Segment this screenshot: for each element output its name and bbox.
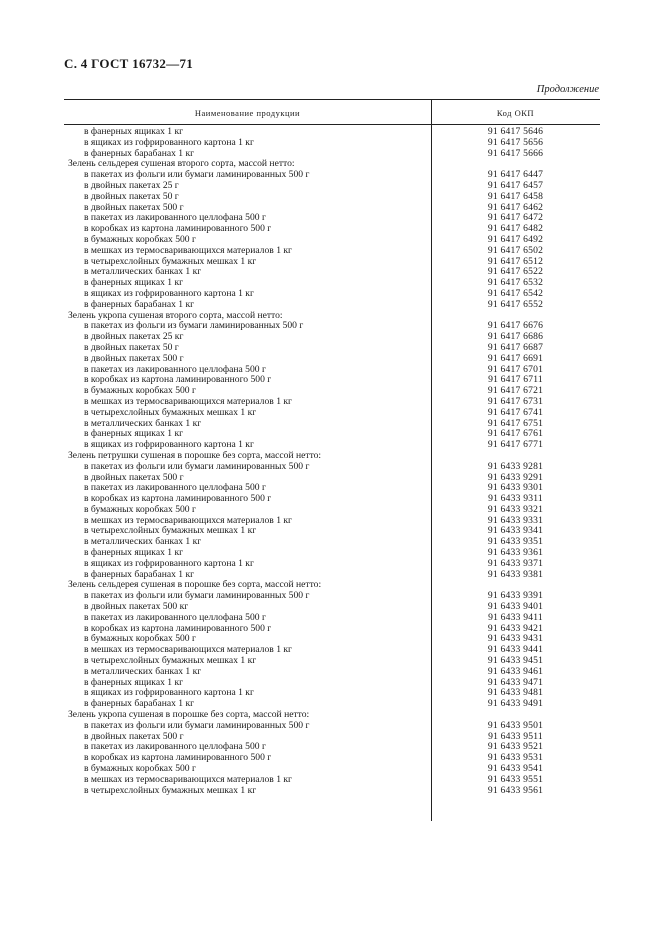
product-name-cell: в мешках из термосваривающихся материалов 1 кг: [84, 245, 292, 256]
okp-code-cell: 91 6433 9321: [487, 503, 544, 515]
product-name-cell: в фанерных барабанах 1 кг: [84, 699, 195, 710]
table-row: [64, 354, 600, 365]
okp-code-cell: 91 6417 6686: [487, 331, 544, 343]
okp-code-cell: 91 6417 6691: [487, 352, 544, 364]
product-name-cell: в четырехслойных бумажных мешках 1 кг: [84, 656, 257, 667]
product-name-cell: в четырехслойных бумажных мешках 1 кг: [84, 407, 257, 418]
table-row: [64, 246, 600, 257]
product-name-cell: в металлических банках 1 кг: [84, 418, 202, 429]
okp-code-cell: 91 6433 9521: [487, 741, 544, 753]
okp-code-cell: 91 6433 9511: [488, 730, 543, 742]
product-name-cell: в фанерных барабанах 1 кг: [84, 299, 195, 310]
okp-code-cell: 91 6433 9491: [487, 698, 544, 710]
table-row: [64, 721, 600, 732]
product-name-cell: в двойных пакетах 500 кг: [84, 602, 189, 613]
okp-code-cell: 91 6417 6512: [487, 255, 544, 267]
okp-code-cell: 91 6433 9431: [487, 633, 544, 645]
product-name-cell: в ящиках из гофрированного картона 1 кг: [84, 688, 254, 699]
okp-code-cell: 91 6417 6472: [487, 212, 544, 224]
product-name-cell: в фанерных ящиках 1 кг: [84, 278, 184, 289]
product-name-cell: в двойных пакетах 500 г: [84, 731, 184, 742]
product-name-cell: Зелень укропа сушеная в порошке без сорта, массой нетто:: [68, 710, 310, 721]
okp-code-cell: 91 6433 9561: [487, 784, 544, 796]
product-name-cell: в пакетах из фольги или бумаги ламинированных 500 г: [84, 461, 310, 472]
product-name-cell: в четырехслойных бумажных мешках 1 кг: [84, 526, 257, 537]
okp-code-cell: 91 6417 6751: [487, 417, 544, 429]
okp-code-cell: 91 6433 9541: [487, 763, 544, 775]
product-name-cell: в пакетах из лакированного целлофана 500 г: [84, 483, 266, 494]
product-name-cell: в ящиках из гофрированного картона 1 кг: [84, 440, 254, 451]
product-name-cell: в пакетах из лакированного целлофана 500 г: [84, 364, 266, 375]
product-name-cell: в ящиках из гофрированного картона 1 кг: [84, 558, 254, 569]
product-name-cell: в коробках из картона ламинированного 500 г: [84, 753, 272, 764]
product-name-cell: в фанерных барабанах 1 кг: [84, 148, 195, 159]
okp-code-cell: 91 6433 9291: [487, 471, 544, 483]
okp-code-cell: 91 6417 6462: [487, 201, 544, 213]
product-name-cell: в четырехслойных бумажных мешках 1 кг: [84, 785, 257, 796]
product-name-cell: в двойных пакетах 500 г: [84, 472, 184, 483]
product-name-cell: в бумажных коробках 500 г: [84, 234, 196, 245]
product-name-cell: в коробках из картона ламинированного 500 г: [84, 224, 272, 235]
okp-code-cell: 91 6433 9351: [487, 536, 544, 548]
column-header-name: Наименование продукции: [194, 108, 301, 118]
page-header: С. 4 ГОСТ 16732—71: [64, 56, 194, 71]
table-row: [64, 138, 600, 149]
product-name-cell: в четырехслойных бумажных мешках 1 кг: [84, 256, 257, 267]
table-row: [64, 408, 600, 419]
okp-code-cell: 91 6433 9551: [487, 773, 544, 785]
table-row: [64, 300, 600, 311]
product-name-cell: в фанерных барабанах 1 кг: [84, 569, 195, 580]
product-name-cell: в двойных пакетах 50 г: [84, 191, 179, 202]
product-name-cell: в мешках из термосваривающихся материалов 1 кг: [84, 396, 292, 407]
product-name-cell: в коробках из картона ламинированного 500 г: [84, 375, 272, 386]
product-name-cell: в пакетах из лакированного целлофана 500 г: [84, 213, 266, 224]
okp-code-cell: 91 6417 6761: [487, 428, 544, 440]
product-name-cell: в пакетах из фольги из бумаги ламинированных 500 г: [84, 321, 304, 332]
product-name-cell: в двойных пакетах 25 г: [84, 180, 179, 191]
okp-code-cell: 91 6433 9421: [487, 622, 544, 634]
okp-code-cell: 91 6433 9411: [488, 611, 543, 623]
okp-code-cell: 91 6433 9301: [487, 482, 544, 494]
table-row: [64, 775, 600, 786]
product-name-cell: в пакетах из фольги или бумаги ламинированных 500 г: [84, 591, 310, 602]
okp-code-cell: 91 6433 9531: [487, 752, 544, 764]
product-name-cell: Зелень сельдерея сушеная второго сорта, массой нетто:: [68, 159, 295, 170]
okp-code-cell: 91 6433 9311: [488, 493, 543, 505]
okp-code-cell: 91 6417 6522: [487, 266, 544, 278]
product-name-cell: в металлических банках 1 кг: [84, 666, 202, 677]
product-name-cell: в фанерных ящиках 1 кг: [84, 548, 184, 559]
column-header-code: Код ОКП: [496, 108, 535, 118]
okp-code-cell: 91 6433 9331: [487, 514, 544, 526]
okp-code-cell: 91 6417 6532: [487, 277, 544, 289]
okp-code-cell: 91 6417 6458: [487, 190, 544, 202]
table-row: [64, 192, 600, 203]
product-name-cell: в бумажных коробках 500 г: [84, 504, 196, 515]
table-row: [64, 699, 600, 710]
table-top-rule: [64, 99, 600, 100]
okp-code-cell: 91 6433 9341: [487, 525, 544, 537]
continuation-label: Продолжение: [536, 84, 599, 95]
okp-code-cell: 91 6417 6676: [487, 320, 544, 332]
product-name-cell: в бумажных коробках 500 г: [84, 386, 196, 397]
product-name-cell: в бумажных коробках 500 г: [84, 764, 196, 775]
okp-code-cell: 91 6433 9441: [487, 644, 544, 656]
table-row: [64, 462, 600, 473]
okp-code-cell: 91 6433 9461: [487, 665, 544, 677]
okp-code-cell: 91 6433 9451: [487, 655, 544, 667]
product-name-cell: Зелень сельдерея сушеная в порошке без сорта, массой нетто:: [68, 580, 322, 591]
okp-code-cell: 91 6417 5646: [487, 126, 544, 137]
okp-code-cell: 91 6433 9361: [487, 547, 544, 559]
product-name-cell: в мешках из термосваривающихся материалов 1 кг: [84, 515, 292, 526]
okp-code-cell: 91 6417 6457: [487, 179, 544, 191]
product-name-cell: Зелень укропа сушеная второго сорта, массой нетто:: [68, 310, 283, 321]
okp-code-cell: 91 6417 6771: [487, 439, 544, 451]
table-row: [64, 786, 600, 797]
product-name-cell: в пакетах из фольги или бумаги ламинированных 500 г: [84, 720, 310, 731]
product-name-cell: в пакетах из фольги или бумаги ламинированных 500 г: [84, 170, 310, 181]
okp-code-cell: 91 6417 6711: [488, 374, 543, 386]
okp-code-cell: 91 6417 6687: [487, 341, 544, 353]
product-name-cell: в металлических банках 1 кг: [84, 267, 202, 278]
table-row: [64, 149, 600, 160]
product-name-cell: в мешках из термосваривающихся материалов 1 кг: [84, 774, 292, 785]
okp-code-cell: 91 6433 9371: [487, 557, 544, 569]
okp-code-cell: 91 6433 9391: [487, 590, 544, 602]
product-name-cell: в двойных пакетах 50 г: [84, 342, 179, 353]
product-name-cell: в пакетах из лакированного целлофана 500 г: [84, 742, 266, 753]
okp-code-cell: 91 6417 6721: [487, 385, 544, 397]
product-name-cell: в ящиках из гофрированного картона 1 кг: [84, 137, 254, 148]
header-rule: [64, 124, 600, 125]
okp-code-cell: 91 6417 5666: [487, 147, 544, 159]
okp-code-cell: 91 6433 9481: [487, 687, 544, 699]
product-name-cell: в коробках из картона ламинированного 500 г: [84, 494, 272, 505]
okp-code-cell: 91 6433 9471: [487, 676, 544, 688]
product-name-cell: в пакетах из лакированного целлофана 500 г: [84, 612, 266, 623]
product-name-cell: в мешках из термосваривающихся материалов 1 кг: [84, 645, 292, 656]
product-name-cell: в ящиках из гофрированного картона 1 кг: [84, 288, 254, 299]
okp-code-cell: 91 6417 6502: [487, 244, 544, 256]
product-name-cell: в бумажных коробках 500 г: [84, 634, 196, 645]
okp-code-cell: 91 6433 9381: [487, 568, 544, 580]
product-table-body: [64, 127, 600, 796]
product-name-cell: в коробках из картона ламинированного 500 г: [84, 623, 272, 634]
product-name-cell: в фанерных ящиках 1 кг: [84, 429, 184, 440]
okp-code-cell: 91 6417 5656: [487, 136, 544, 148]
okp-code-cell: 91 6417 6492: [487, 233, 544, 245]
okp-code-cell: 91 6417 6741: [487, 406, 544, 418]
okp-code-cell: 91 6417 6542: [487, 287, 544, 299]
okp-code-cell: 91 6417 6701: [487, 363, 544, 375]
okp-code-cell: 91 6433 9281: [487, 460, 544, 472]
okp-code-cell: 91 6433 9501: [487, 719, 544, 731]
okp-code-cell: 91 6417 6731: [487, 395, 544, 407]
table-row: [64, 570, 600, 581]
product-name-cell: в двойных пакетах 500 г: [84, 202, 184, 213]
okp-code-cell: 91 6417 6552: [487, 298, 544, 310]
product-name-cell: в металлических банках 1 кг: [84, 537, 202, 548]
table-row: [64, 440, 600, 451]
okp-code-cell: 91 6417 6447: [487, 169, 544, 181]
product-name-cell: в двойных пакетах 25 кг: [84, 332, 184, 343]
product-name-cell: в фанерных ящиках 1 кг: [84, 127, 184, 137]
product-name-cell: Зелень петрушки сушеная в порошке без сорта, массой нетто:: [68, 450, 322, 461]
okp-code-cell: 91 6433 9401: [487, 601, 544, 613]
product-name-cell: в фанерных ящиках 1 кг: [84, 677, 184, 688]
okp-code-cell: 91 6417 6482: [487, 223, 544, 235]
product-name-cell: в двойных пакетах 500 г: [84, 353, 184, 364]
